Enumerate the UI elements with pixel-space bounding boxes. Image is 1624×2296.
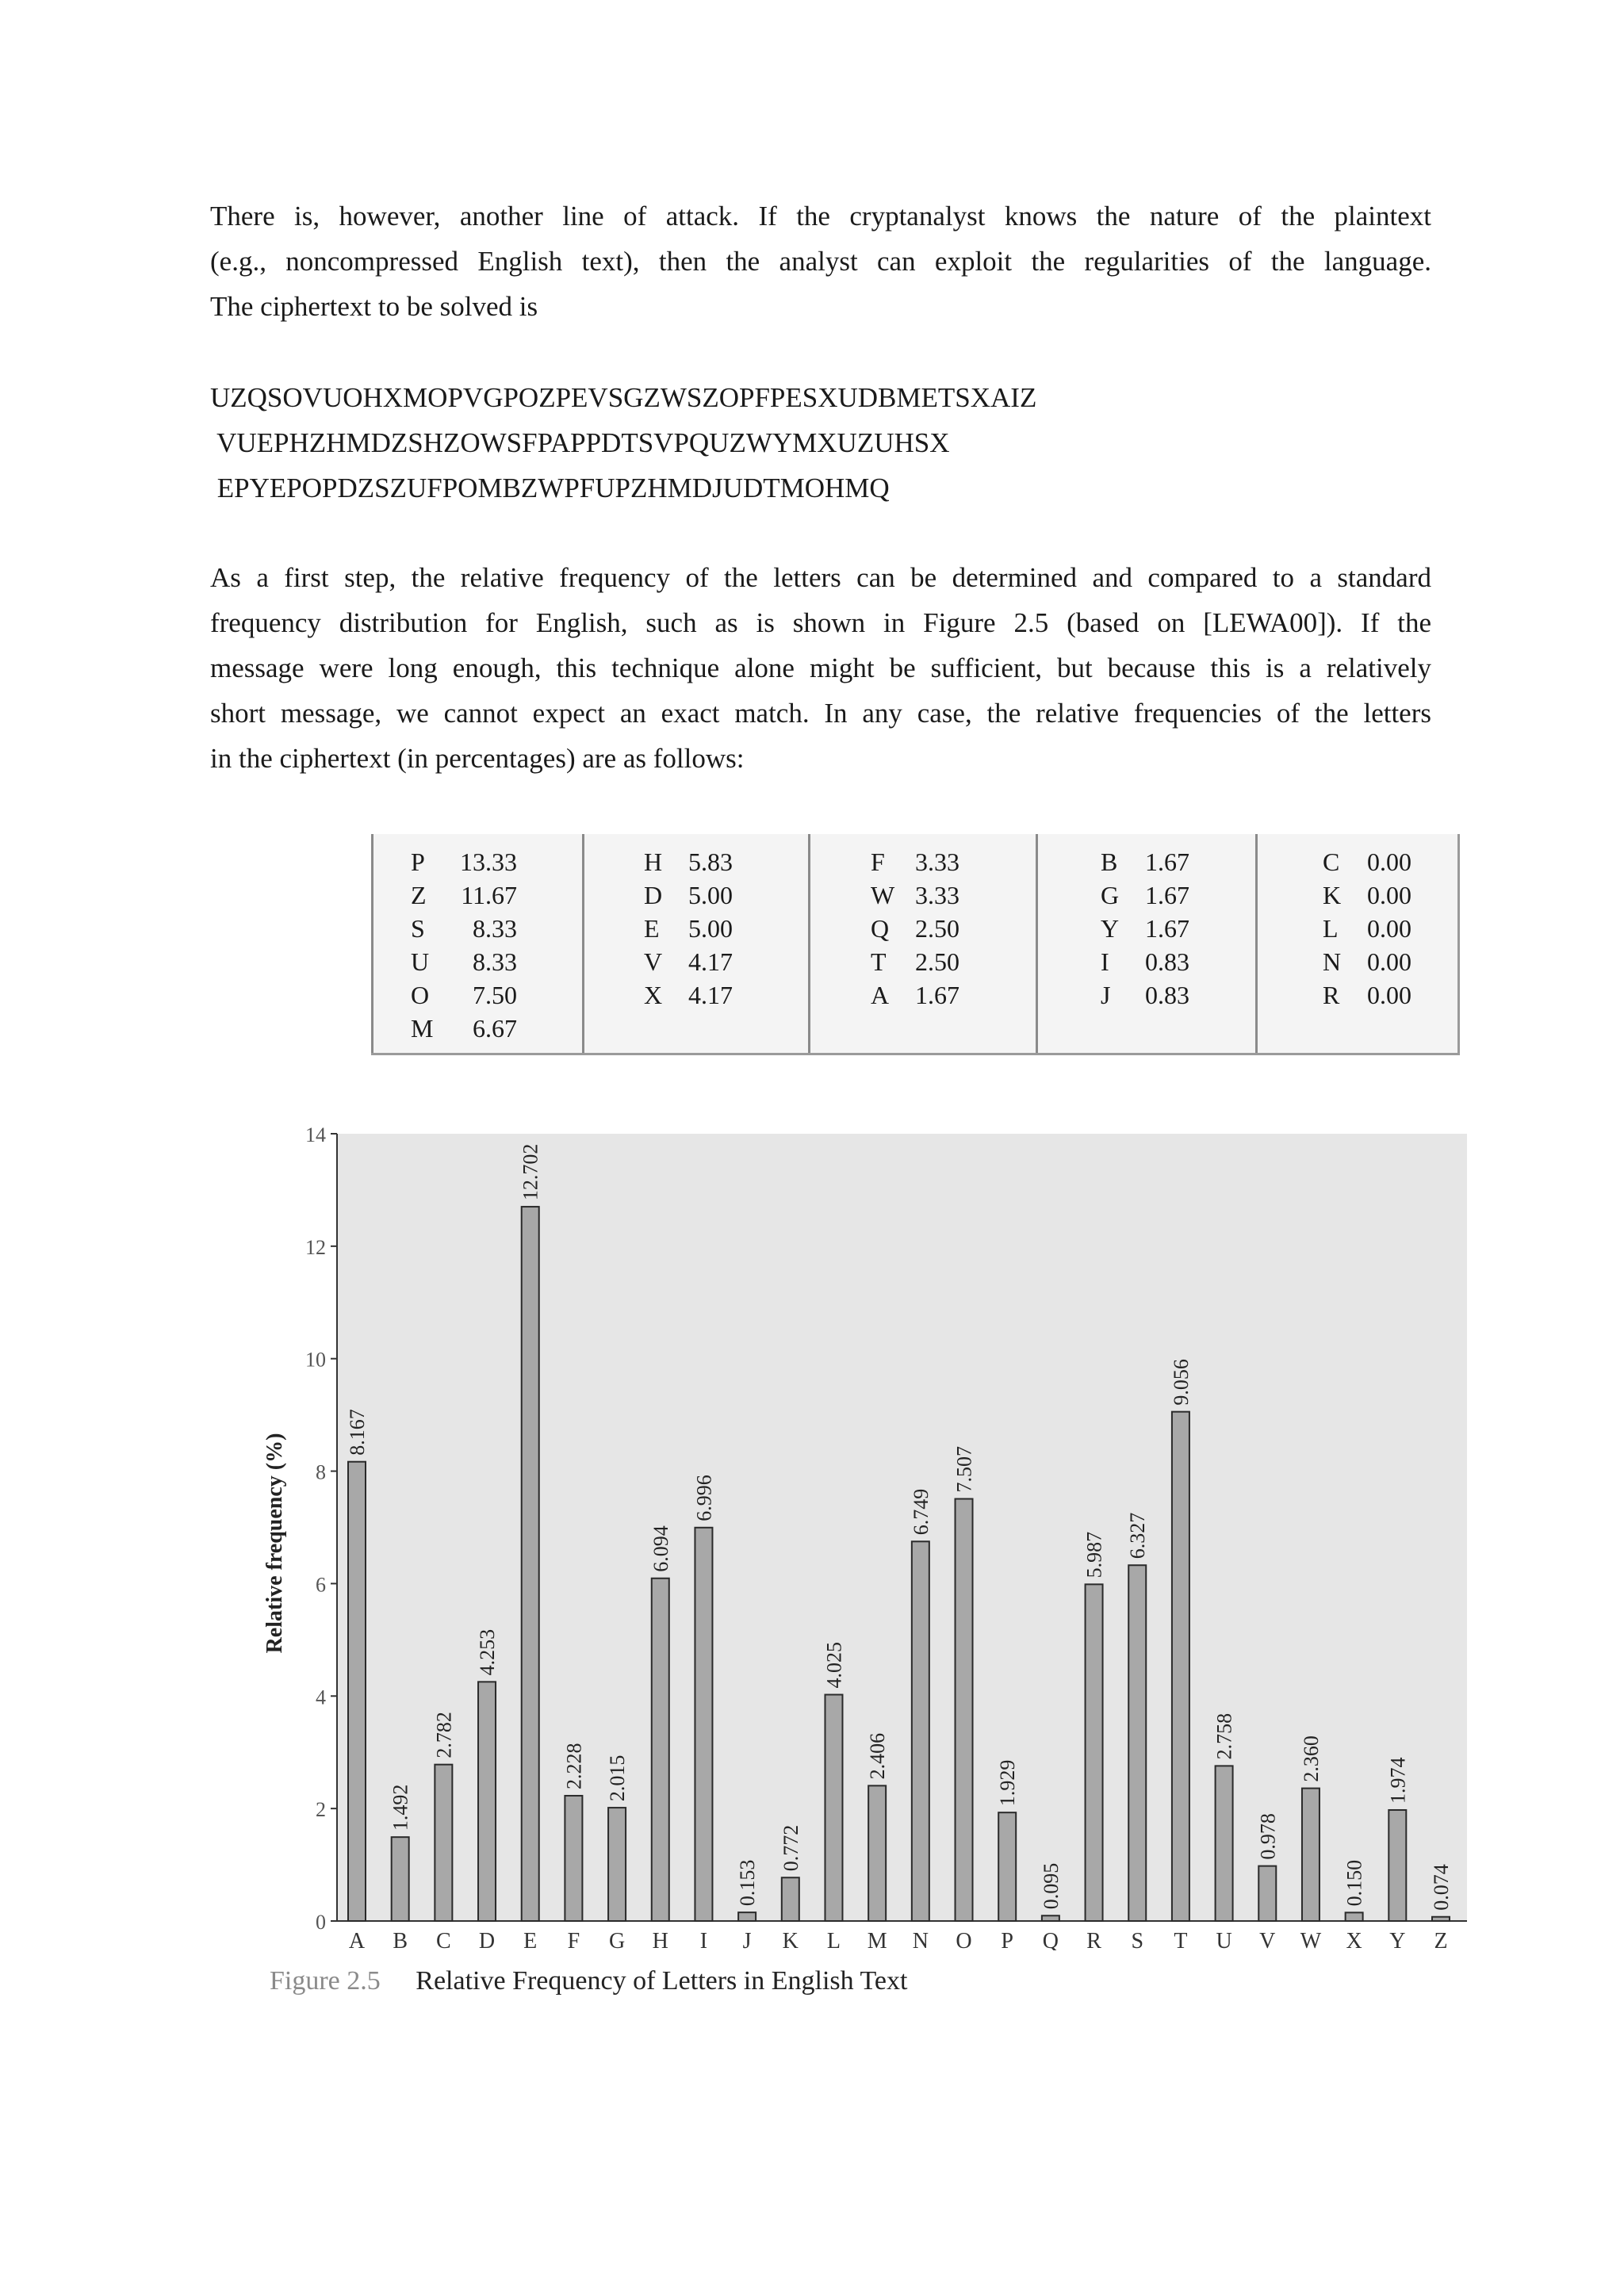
- bar: [1086, 1584, 1103, 1921]
- y-tick-label: 8: [316, 1460, 326, 1484]
- bar: [695, 1528, 712, 1921]
- letter-cell: M: [411, 1014, 434, 1043]
- bar-value-label: 4.025: [822, 1642, 846, 1689]
- x-tick-label: S: [1131, 1929, 1144, 1950]
- figure-caption: [270, 1966, 907, 1996]
- bar-value-label: 0.095: [1039, 1862, 1063, 1910]
- table-column-divider: [1036, 834, 1038, 1053]
- frequency-cell: 11.67: [461, 881, 517, 909]
- bar-value-label: 5.987: [1082, 1531, 1106, 1578]
- bar: [1258, 1866, 1276, 1921]
- x-tick-label: N: [912, 1929, 929, 1950]
- table-row: [411, 945, 517, 978]
- letter-cell: L: [1323, 914, 1339, 943]
- x-tick-label: Z: [1434, 1929, 1448, 1950]
- ciphertext-line: UZQSOVUOHXMOPVGPOZPEVSGZWSZOPFPESXUDBMETSXAIZ: [210, 382, 1037, 413]
- bar-value-label: 2.758: [1212, 1712, 1236, 1760]
- y-tick-label: 0: [316, 1911, 326, 1934]
- table-row: [644, 845, 733, 878]
- bar-value-label: 2.782: [432, 1712, 456, 1758]
- frequency-cell: 2.50: [915, 914, 959, 943]
- bar: [1346, 1912, 1363, 1921]
- bar: [1302, 1789, 1320, 1921]
- bar: [1388, 1810, 1406, 1921]
- x-tick-label: H: [652, 1929, 668, 1950]
- x-tick-label: P: [1001, 1929, 1013, 1950]
- frequency-cell: 6.67: [473, 1014, 517, 1043]
- bar-value-label: 6.094: [649, 1525, 672, 1572]
- y-tick-label: 12: [305, 1235, 326, 1259]
- x-tick-label: M: [867, 1929, 887, 1950]
- frequency-cell: 0.00: [1367, 947, 1411, 976]
- bar: [956, 1499, 973, 1921]
- ciphertext-line: VUEPHZHMDZSHZOWSFPAPPDTSVPQUZWYMXUZUHSX: [210, 427, 950, 458]
- y-tick-label: 6: [316, 1573, 326, 1597]
- bar-value-label: 2.228: [562, 1743, 586, 1789]
- letter-cell: X: [644, 981, 663, 1009]
- paragraph-line: There is, however, another line of attack. If the cryptanalyst knows the nature of the plaintext: [210, 201, 1431, 232]
- letter-cell: W: [871, 881, 895, 909]
- bar: [1216, 1766, 1233, 1921]
- frequency-cell: 13.33: [460, 848, 517, 876]
- frequency-cell: 0.83: [1145, 981, 1189, 1009]
- frequency-cell: 1.67: [915, 981, 959, 1009]
- bar: [1042, 1915, 1059, 1921]
- x-tick-label: E: [523, 1929, 538, 1950]
- bar: [392, 1837, 409, 1921]
- x-tick-label: L: [826, 1929, 841, 1950]
- bar-value-label: 6.996: [692, 1475, 716, 1521]
- table-row: [411, 878, 517, 912]
- table-row: [1323, 912, 1411, 945]
- letter-cell: Z: [411, 881, 427, 909]
- x-tick-label: Q: [1042, 1929, 1059, 1950]
- bar-value-label: 6.327: [1126, 1512, 1150, 1559]
- table-row: [1101, 912, 1189, 945]
- table-row: [1323, 945, 1411, 978]
- frequency-cell: 0.83: [1145, 947, 1189, 976]
- letter-cell: R: [1323, 981, 1340, 1009]
- letter-cell: S: [411, 914, 425, 943]
- table-column: [644, 845, 733, 1012]
- y-tick-label: 14: [305, 1123, 326, 1146]
- frequency-cell: 4.17: [688, 981, 733, 1009]
- bar-value-label: 2.015: [606, 1755, 630, 1802]
- table-row: [871, 878, 959, 912]
- table-row: [1323, 978, 1411, 1012]
- x-tick-label: A: [348, 1929, 366, 1950]
- x-tick-label: Y: [1389, 1929, 1406, 1950]
- table-column: [871, 845, 959, 1012]
- frequency-cell: 1.67: [1145, 848, 1189, 876]
- bar: [738, 1912, 756, 1921]
- table-column-divider: [582, 834, 584, 1053]
- table-row: [1323, 845, 1411, 878]
- bar-value-label: 0.153: [736, 1859, 760, 1907]
- bar-value-label: 8.167: [346, 1409, 369, 1456]
- letter-cell: J: [1101, 981, 1111, 1009]
- bar: [522, 1207, 539, 1921]
- x-tick-label: W: [1300, 1929, 1322, 1950]
- frequency-cell: 0.00: [1367, 848, 1411, 876]
- ciphertext-block: [210, 375, 1036, 511]
- y-tick-label: 4: [316, 1686, 326, 1709]
- bar-value-label: 7.507: [952, 1446, 976, 1493]
- paragraph-line: frequency distribution for English, such as is shown in Figure 2.5 (based on [LEWA00]). If the: [210, 607, 1431, 638]
- bar: [608, 1808, 626, 1921]
- paragraph-line: in the ciphertext (in percentages) are as follows:: [210, 743, 745, 774]
- frequency-cell: 0.00: [1367, 881, 1411, 909]
- bar-value-label: 4.253: [476, 1628, 500, 1676]
- letter-cell: Q: [871, 914, 890, 943]
- figure-label: Figure 2.5: [270, 1966, 381, 1996]
- table-row: [411, 845, 517, 878]
- paragraph-line: (e.g., noncompressed English text), then the analyst can exploit the regularities of the language.: [210, 246, 1431, 277]
- y-tick-label: 2: [316, 1798, 326, 1822]
- frequency-cell: 7.50: [473, 981, 517, 1009]
- letter-cell: P: [411, 848, 425, 876]
- bar: [565, 1796, 582, 1921]
- frequency-cell: 5.00: [688, 881, 733, 909]
- frequency-cell: 8.33: [473, 914, 517, 943]
- bar: [478, 1682, 496, 1921]
- frequency-cell: 1.67: [1145, 881, 1189, 909]
- table-row: [1323, 878, 1411, 912]
- x-tick-label: B: [393, 1929, 408, 1950]
- table-row: [1101, 945, 1189, 978]
- x-tick-label: R: [1086, 1929, 1101, 1950]
- bar-value-label: 6.749: [909, 1488, 933, 1536]
- frequency-cell: 1.67: [1145, 914, 1189, 943]
- x-tick-label: V: [1259, 1929, 1276, 1950]
- bar: [998, 1812, 1016, 1921]
- table-row: [644, 978, 733, 1012]
- bar: [348, 1462, 366, 1921]
- ciphertext-frequency-table: [371, 834, 1460, 1055]
- letter-cell: G: [1101, 881, 1120, 909]
- table-column-divider: [371, 834, 373, 1053]
- x-tick-label: O: [956, 1929, 972, 1950]
- x-tick-label: F: [567, 1929, 580, 1950]
- table-row: [1101, 978, 1189, 1012]
- letter-cell: H: [644, 848, 663, 876]
- table-column: [1101, 845, 1189, 1012]
- table-row: [644, 945, 733, 978]
- bar: [782, 1877, 799, 1921]
- bar-value-label: 1.492: [389, 1784, 412, 1831]
- x-tick-label: U: [1216, 1929, 1232, 1950]
- table-row: [871, 978, 959, 1012]
- paragraph-line: As a first step, the relative frequency of the letters can be determined and compared to a standard: [210, 562, 1431, 593]
- bar: [868, 1785, 886, 1921]
- x-tick-label: C: [436, 1929, 451, 1950]
- bar-value-label: 0.074: [1430, 1864, 1453, 1911]
- letter-cell: K: [1323, 881, 1342, 909]
- table-row: [411, 1012, 517, 1045]
- ciphertext-line: EPYEPOPDZSZUFPOMBZWPFUPZHMDJUDTMOHMQ: [210, 473, 890, 503]
- table-row: [1101, 878, 1189, 912]
- paragraph-line: The ciphertext to be solved is: [210, 291, 538, 322]
- table-row: [871, 945, 959, 978]
- bar-value-label: 9.056: [1169, 1359, 1193, 1406]
- bar-value-label: 12.702: [519, 1143, 542, 1201]
- bar-value-label: 2.360: [1299, 1735, 1323, 1782]
- paragraph-line: message were long enough, this technique alone might be sufficient, but because this is a relatively: [210, 652, 1431, 683]
- table-row: [411, 912, 517, 945]
- frequency-cell: 5.00: [688, 914, 733, 943]
- letter-cell: O: [411, 981, 430, 1009]
- letter-cell: U: [411, 947, 430, 976]
- bar-value-label: 0.772: [779, 1824, 802, 1872]
- letter-cell: T: [871, 947, 887, 976]
- x-tick-label: J: [742, 1929, 752, 1950]
- bar: [1432, 1917, 1450, 1921]
- x-tick-label: I: [699, 1929, 708, 1950]
- letter-cell: A: [871, 981, 890, 1009]
- frequency-cell: 5.83: [688, 848, 733, 876]
- bar: [652, 1578, 669, 1921]
- letter-cell: F: [871, 848, 885, 876]
- table-column-divider: [1255, 834, 1258, 1053]
- table-column: [1323, 845, 1411, 1012]
- letter-cell: E: [644, 914, 660, 943]
- table-row: [644, 878, 733, 912]
- x-tick-label: K: [782, 1929, 799, 1950]
- x-tick-label: T: [1174, 1929, 1188, 1950]
- letter-cell: C: [1323, 848, 1340, 876]
- intro-paragraph: [210, 193, 1431, 329]
- bar: [435, 1765, 452, 1921]
- frequency-cell: 2.50: [915, 947, 959, 976]
- letter-cell: I: [1101, 947, 1109, 976]
- bar: [912, 1541, 929, 1921]
- letter-cell: B: [1101, 848, 1118, 876]
- bar-value-label: 1.929: [996, 1759, 1020, 1807]
- bar-value-label: 2.406: [866, 1732, 890, 1780]
- table-column: [411, 845, 517, 1045]
- letter-cell: D: [644, 881, 663, 909]
- frequency-cell: 4.17: [688, 947, 733, 976]
- frequency-cell: 8.33: [473, 947, 517, 976]
- frequency-paragraph: [210, 555, 1431, 781]
- table-row: [1101, 845, 1189, 878]
- frequency-cell: 0.00: [1367, 981, 1411, 1009]
- bar: [1172, 1412, 1189, 1921]
- table-row: [644, 912, 733, 945]
- table-row: [871, 912, 959, 945]
- x-tick-label: D: [478, 1929, 496, 1950]
- frequency-cell: 0.00: [1367, 914, 1411, 943]
- table-column-divider: [808, 834, 810, 1053]
- frequency-cell: 3.33: [915, 881, 959, 909]
- letter-cell: N: [1323, 947, 1342, 976]
- bar-value-label: 0.978: [1256, 1813, 1280, 1860]
- english-letter-frequency-chart: [254, 1110, 1491, 1950]
- table-row: [411, 978, 517, 1012]
- letter-cell: Y: [1101, 914, 1120, 943]
- paragraph-line: short message, we cannot expect an exact match. In any case, the relative frequencies of the letters: [210, 698, 1431, 729]
- bar-value-label: 1.974: [1386, 1757, 1410, 1804]
- figure-title: Relative Frequency of Letters in English Text: [416, 1966, 908, 1996]
- bar-value-label: 0.150: [1342, 1859, 1366, 1907]
- y-axis-label: Relative frequency (%): [262, 1433, 287, 1654]
- plot-area: [337, 1134, 1467, 1921]
- x-tick-label: G: [608, 1929, 626, 1950]
- x-tick-label: X: [1346, 1929, 1362, 1950]
- frequency-cell: 3.33: [915, 848, 959, 876]
- bar: [1128, 1565, 1146, 1921]
- letter-cell: V: [644, 947, 663, 976]
- bar: [825, 1695, 842, 1921]
- y-tick-label: 10: [305, 1348, 326, 1372]
- table-row: [871, 845, 959, 878]
